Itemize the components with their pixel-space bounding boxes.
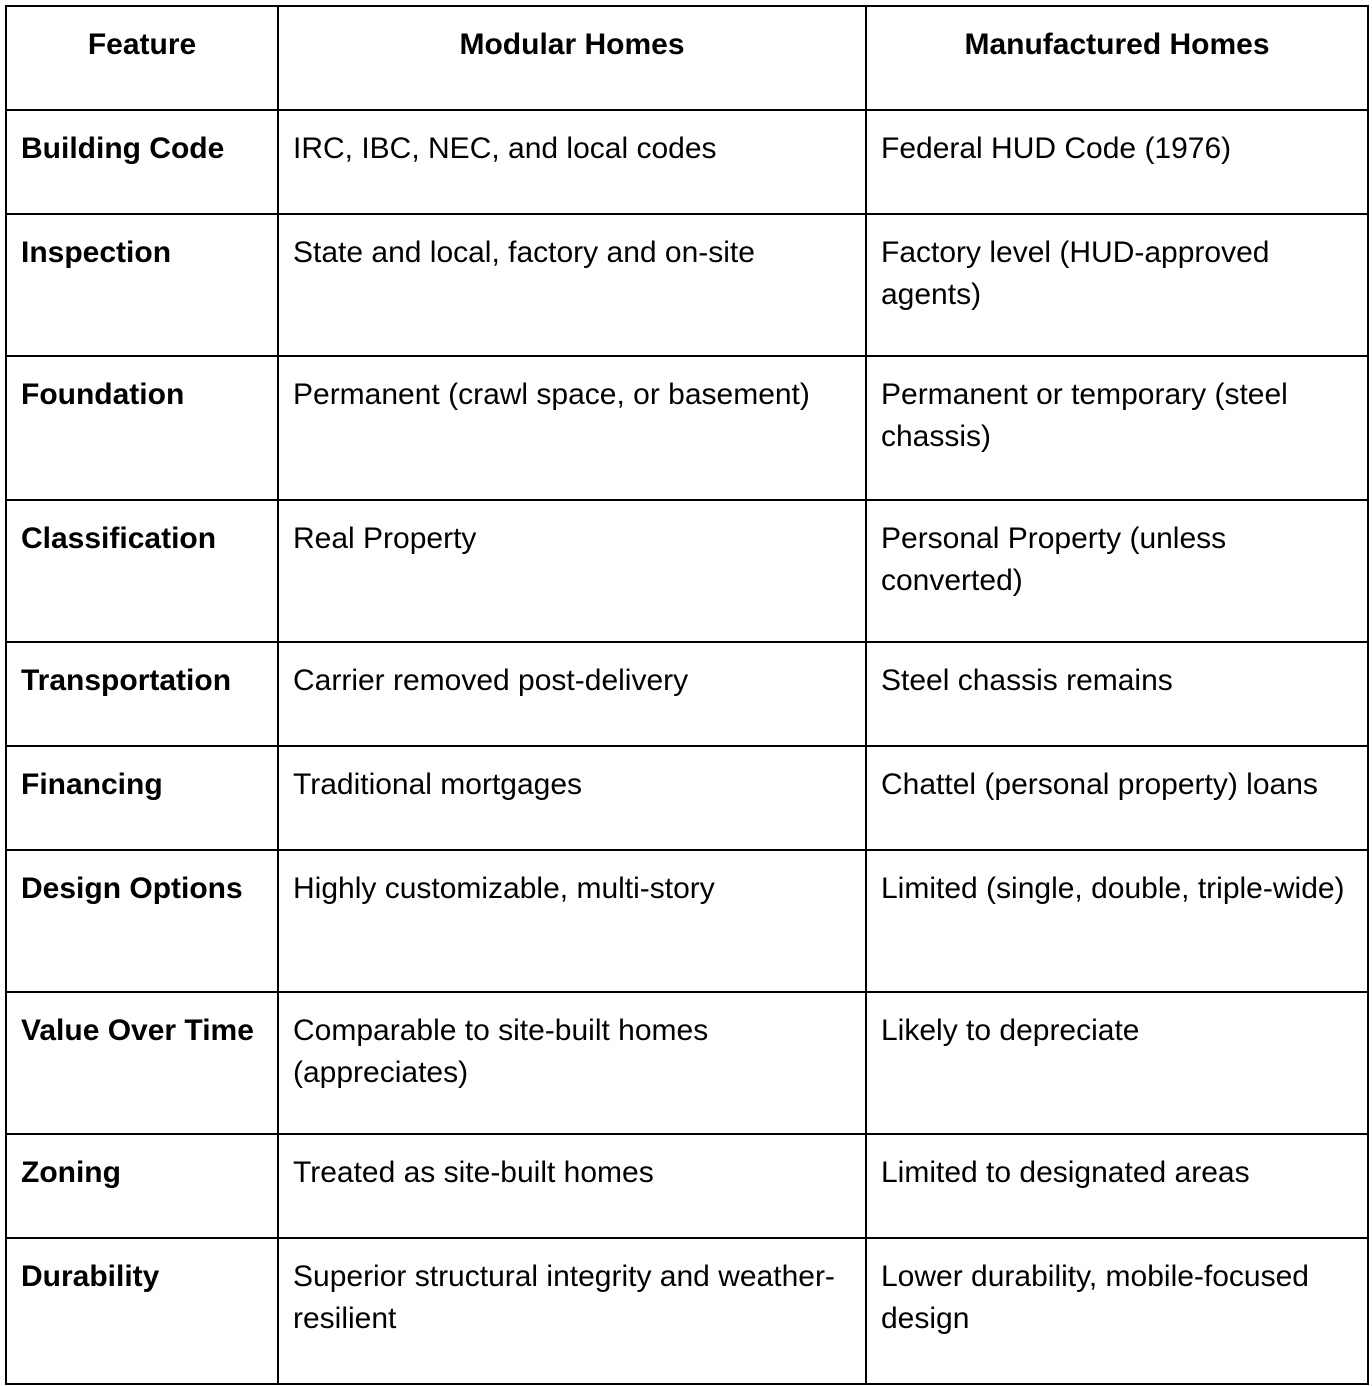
- feature-cell: Financing: [6, 746, 278, 850]
- table-row: [6, 1238, 1368, 1384]
- modular-cell: Carrier removed post-delivery: [278, 642, 866, 746]
- table-row: [6, 992, 1368, 1134]
- table-row: [6, 356, 1368, 500]
- comparison-table: [5, 5, 1369, 1385]
- feature-cell: Design Options: [6, 850, 278, 992]
- table-row: [6, 850, 1368, 992]
- feature-cell: Foundation: [6, 356, 278, 500]
- header-modular-homes: Modular Homes: [278, 6, 866, 110]
- manufactured-cell: Likely to depreciate: [866, 992, 1368, 1134]
- feature-cell: Inspection: [6, 214, 278, 356]
- modular-cell: Highly customizable, multi-story: [278, 850, 866, 992]
- modular-cell: Traditional mortgages: [278, 746, 866, 850]
- header-row: [6, 6, 1368, 110]
- header-feature: Feature: [6, 6, 278, 110]
- modular-cell: State and local, factory and on-site: [278, 214, 866, 356]
- modular-cell: Permanent (crawl space, or basement): [278, 356, 866, 500]
- feature-cell: Classification: [6, 500, 278, 642]
- modular-cell: IRC, IBC, NEC, and local codes: [278, 110, 866, 214]
- manufactured-cell: Permanent or temporary (steel chassis): [866, 356, 1368, 500]
- modular-cell: Comparable to site-built homes (appreciates): [278, 992, 866, 1134]
- feature-cell: Value Over Time: [6, 992, 278, 1134]
- table-row: [6, 642, 1368, 746]
- modular-cell: Real Property: [278, 500, 866, 642]
- table-row: [6, 1134, 1368, 1238]
- feature-cell: Transportation: [6, 642, 278, 746]
- header-manufactured-homes: Manufactured Homes: [866, 6, 1368, 110]
- feature-cell: Durability: [6, 1238, 278, 1384]
- manufactured-cell: Factory level (HUD-approved agents): [866, 214, 1368, 356]
- manufactured-cell: Steel chassis remains: [866, 642, 1368, 746]
- table-row: [6, 746, 1368, 850]
- feature-cell: Building Code: [6, 110, 278, 214]
- table-row: [6, 110, 1368, 214]
- manufactured-cell: Limited to designated areas: [866, 1134, 1368, 1238]
- manufactured-cell: Personal Property (unless converted): [866, 500, 1368, 642]
- modular-cell: Treated as site-built homes: [278, 1134, 866, 1238]
- table-row: [6, 500, 1368, 642]
- modular-cell: Superior structural integrity and weather-resilient: [278, 1238, 866, 1384]
- table-body: [6, 110, 1368, 1384]
- manufactured-cell: Chattel (personal property) loans: [866, 746, 1368, 850]
- table-row: [6, 214, 1368, 356]
- manufactured-cell: Federal HUD Code (1976): [866, 110, 1368, 214]
- feature-cell: Zoning: [6, 1134, 278, 1238]
- manufactured-cell: Limited (single, double, triple-wide): [866, 850, 1368, 992]
- table-header: [6, 6, 1368, 110]
- manufactured-cell: Lower durability, mobile-focused design: [866, 1238, 1368, 1384]
